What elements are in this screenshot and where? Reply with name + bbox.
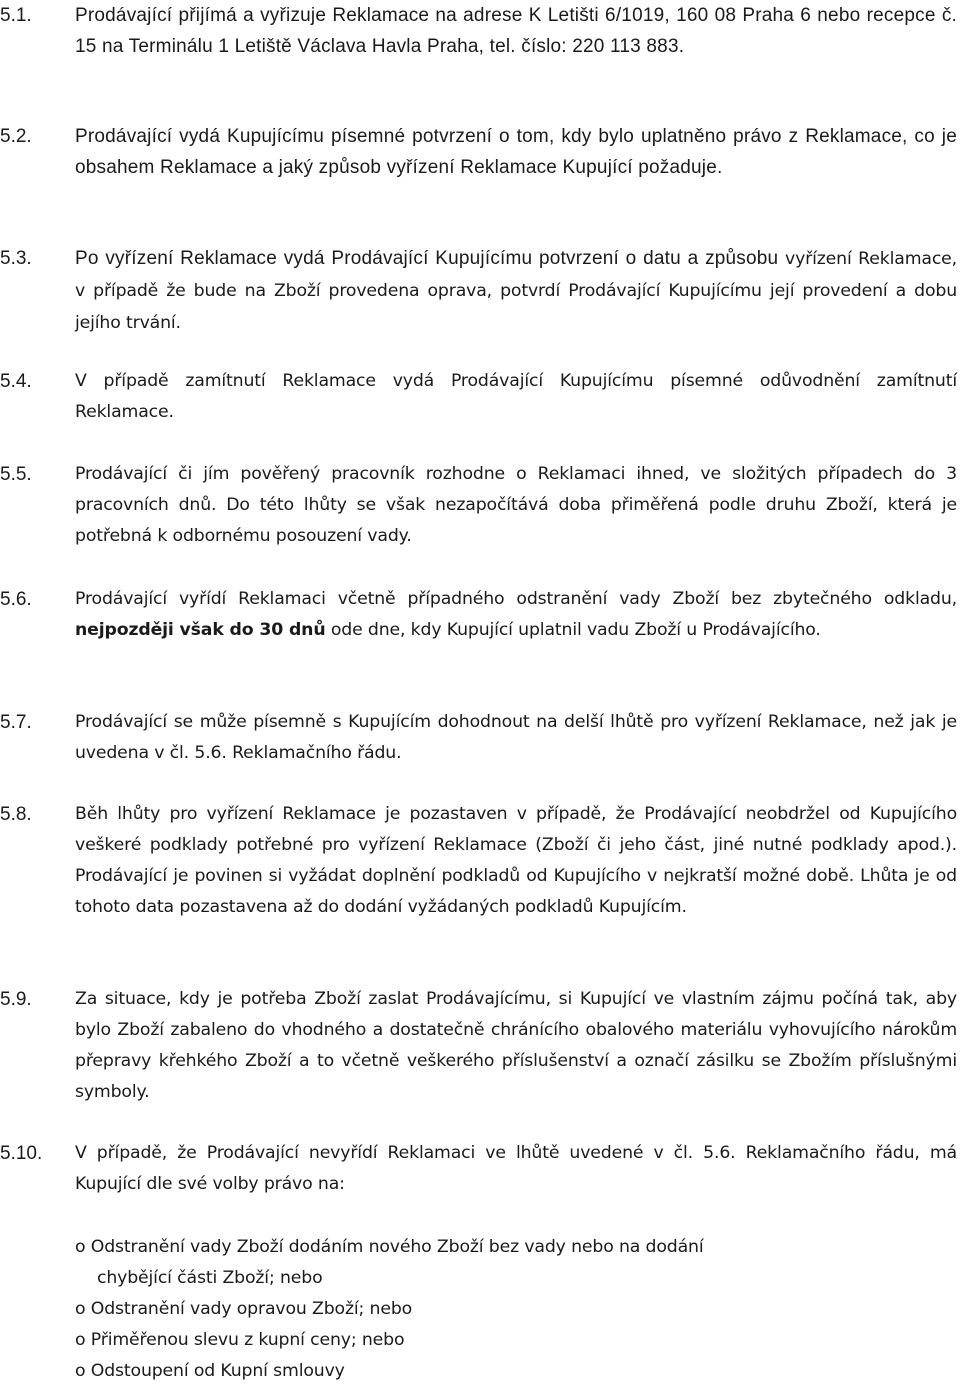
list-item-text: o Odstranění vady Zboží dodáním nového Zboží bez vady nebo na dodání [75,1237,704,1257]
section-text: V případě, že Prodávající nevyřídí Reklamaci ve lhůtě uvedené v čl. 5.6. Reklamačního řádu, má Kupující dle své volby právo na: [75,1143,957,1194]
section-number: 5.6. [0,589,32,610]
section-number: 5.8. [0,804,32,825]
section-number: 5.1. [0,5,32,26]
list-item-text: o Odstoupení od Kupní smlouvy [75,1361,345,1381]
section-number: 5.3. [0,248,32,269]
section-number: 5.9. [0,989,32,1010]
section-number: 5.10. [0,1143,43,1164]
section-text-part: vyřízení Reklamace, v případě že bude na Zboží provedena oprava, potvrdí Prodávající Kupujícímu její provedení a dobu jejího trvání. [75,249,957,333]
section-text: Prodávající přijímá a vyřizuje Reklamace na adrese K Letišti 6/1019, 160 08 Praha 6 nebo recepce č. 15 na Terminálu 1 Letiště Václava Havla Praha, tel. číslo: 220 113 883. [75,5,957,57]
list-item [75,1232,895,1294]
section-text: Prodávající vydá Kupujícímu písemné potvrzení o tom, kdy bylo uplatněno právo z Reklamace, co je obsahem Reklamace a jaký způsob vyřízení Reklamace Kupující požaduje. [75,126,957,178]
deadline-emphasis: nejpozději však do 30 dnů [75,620,326,640]
section-text [75,584,957,646]
section-text-part: Prodávající vyřídí Reklamaci včetně případného odstranění vady Zboží bez zbytečného odkladu, [75,589,957,609]
section-text-part: ode dne, kdy Kupující uplatnil vadu Zboží u Prodávajícího. [325,620,821,640]
section-number: 5.2. [0,126,32,147]
section-number: 5.4. [0,371,32,392]
section-number: 5.5. [0,464,32,485]
list-item [75,1325,895,1356]
section-text: Běh lhůty pro vyřízení Reklamace je pozastaven v případě, že Prodávající neobdržel od Kupujícího veškeré podklady potřebné pro vyřízení Reklamace (Zboží či jeho část, jiné nutné podklady apod.). Prodávající je povinen si vyžádat doplnění podkladů od Kupujícího v nejkratší možné době. Lhůta je od tohoto data pozastavena až do dodání vyžádaných podkladů Kupujícím. [75,804,957,917]
list-item-text: o Přiměřenou slevu z kupní ceny; nebo [75,1330,405,1350]
list-item [75,1356,895,1387]
section-number: 5.7. [0,712,32,733]
section-text: Prodávající či jím pověřený pracovník rozhodne o Reklamaci ihned, ve složitých případech do 3 pracovních dnů. Do této lhůty se však nezapočítává doba přiměřená podle druhu Zboží, která je potřebná k odbornému posouzení vady. [75,464,957,546]
section-text: Za situace, kdy je potřeba Zboží zaslat Prodávajícímu, si Kupující ve vlastním zájmu počíná tak, aby bylo Zboží zabaleno do vhodného a dostatečně chránícího obalového materiálu vyhovujícího nárokům přepravy křehkého Zboží a to včetně veškerého příslušenství a označí zásilku se Zbožím příslušnými symboly. [75,989,957,1102]
list-item [75,1294,895,1325]
section-text-part: Po vyřízení Reklamace vydá Prodávající Kupujícímu potvrzení o datu a způsobu [75,248,785,269]
list-item-text-continued: chybějící části Zboží; nebo [97,1268,323,1288]
section-text [75,243,957,339]
section-text: V případě zamítnutí Reklamace vydá Prodávající Kupujícímu písemné odůvodnění zamítnutí Reklamace. [75,371,957,422]
section-text: Prodávající se může písemně s Kupujícím dohodnout na delší lhůtě pro vyřízení Reklamace, než jak je uvedena v čl. 5.6. Reklamačního řádu. [75,712,957,763]
list-item-text: o Odstranění vady opravou Zboží; nebo [75,1299,413,1319]
